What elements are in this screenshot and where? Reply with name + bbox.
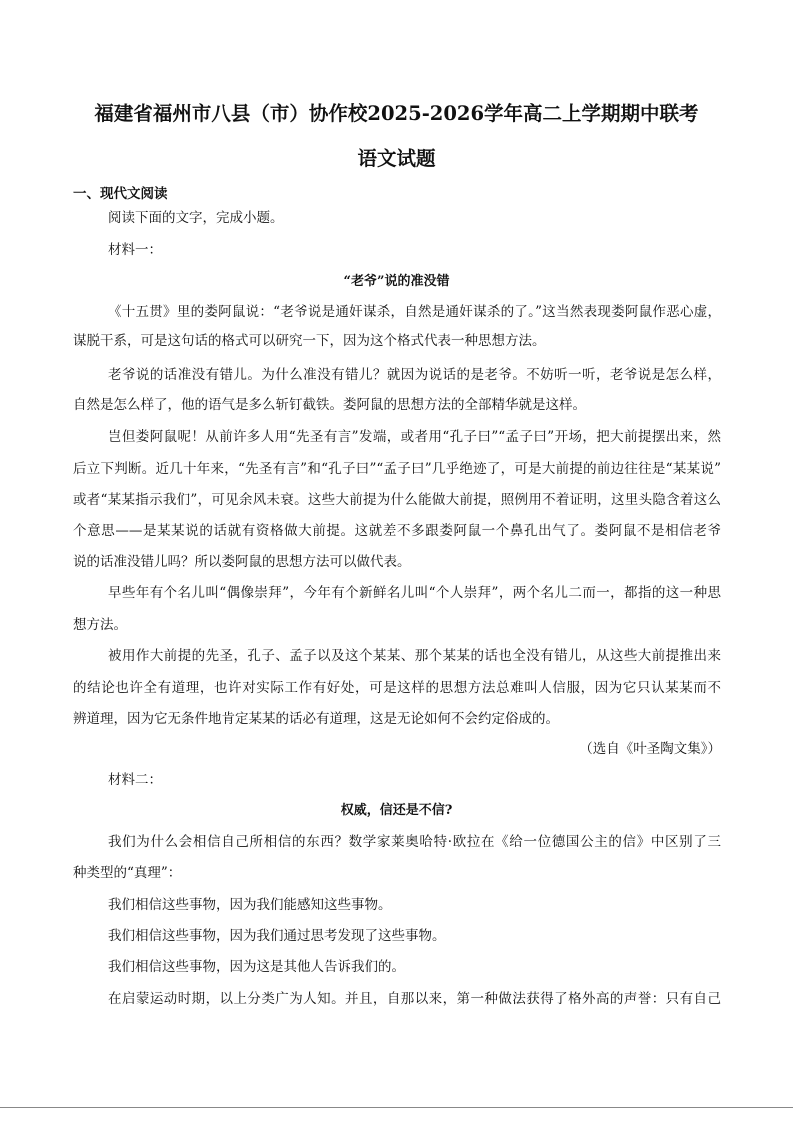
material2-label: 材料二： xyxy=(108,772,162,788)
page-subtitle: 语文试题 xyxy=(357,147,436,170)
paragraph-line: 我们相信这些事物，因为我们能感知这些事物。 xyxy=(108,897,392,913)
paragraph-line: 我们为什么会相信自己所相信的东西？数学家莱奥哈特·欧拉在《给一位德国公主的信》中区别了三 xyxy=(108,834,721,850)
paragraph-line: 早些年有个名儿叫“偶像崇拜”，今年有个新鲜名儿叫“个人崇拜”，两个名儿二而一，都指的这一种思 xyxy=(108,585,721,601)
material1-label: 材料一： xyxy=(108,242,162,258)
paragraph-line: 自然是怎么样了，他的语气是多么斩钉截铁。娄阿鼠的思想方法的全部精华就是这样。 xyxy=(73,397,586,413)
page-title: 福建省福州市八县（市）协作校2025-2026学年高二上学期期中联考 xyxy=(94,102,699,125)
source-citation: （选自《叶圣陶文集》） xyxy=(579,741,721,757)
material2-title: 权威，信还是不信? xyxy=(340,803,453,818)
paragraph-line: 被用作大前提的先圣，孔子、孟子以及这个某某、那个某某的话也全没有错儿，从这些大前提推出来 xyxy=(108,648,721,664)
paragraph-line: 辨道理，因为它无条件地肯定某某的话必有道理，这是无论如何不会约定俗成的。 xyxy=(73,711,559,727)
instruction-text: 阅读下面的文字，完成小题。 xyxy=(108,210,284,226)
paragraph-line: 《十五贯》里的娄阿鼠说：“老爷说是通奸谋杀，自然是通奸谋杀的了。”这当然表现娄阿鼠作恶心虚， xyxy=(108,304,721,320)
paragraph-line: 老爷说的话准没有错儿。为什么准没有错儿？就因为说话的是老爷。不妨听一听，老爷说是怎么样， xyxy=(108,367,721,383)
paragraph-line: 谋脱干系，可是这句话的格式可以研究一下，因为这个格式代表一种思想方法。 xyxy=(73,333,546,349)
paragraph-line: 岂但娄阿鼠呢！从前许多人用“先圣有言”发端，或者用“孔子曰”“孟子曰”开场，把大前提摆出来，然 xyxy=(108,429,721,445)
section-heading: 一、现代文阅读 xyxy=(73,186,168,202)
material1-title: “老爷”说的准没错 xyxy=(343,274,450,289)
paragraph-line: 在启蒙运动时期，以上分类广为人知。并且，自那以来，第一种做法获得了格外高的声誉：只有自己 xyxy=(108,991,721,1007)
paragraph-line: 种类型的“真理”： xyxy=(73,865,182,881)
paragraph-line: 个意思——是某某说的话就有资格做大前提。这就差不多跟娄阿鼠一个鼻孔出气了。娄阿鼠不是相信老爷 xyxy=(73,523,721,539)
paragraph-line: 或者“某某指示我们”，可见余风未衰。这些大前提为什么能做大前提，照例用不着证明，这里头隐含着这么 xyxy=(73,492,721,508)
paragraph-line: 的结论也许全有道理，也许对实际工作有好处，可是这样的思想方法总难叫人信服，因为它只认某某而不 xyxy=(73,680,721,696)
paragraph-line: 后立下判断。近几十年来，“先圣有言”和“孔子曰”“孟子曰”几乎绝迹了，可是大前提的前边往往是“某某说” xyxy=(73,461,721,477)
paragraph-line: 我们相信这些事物，因为这是其他人告诉我们的。 xyxy=(108,959,405,975)
page-bottom-divider xyxy=(0,1107,793,1108)
paragraph-line: 说的话准没错儿吗？所以娄阿鼠的思想方法可以做代表。 xyxy=(73,554,411,570)
paragraph-line: 我们相信这些事物，因为我们通过思考发现了这些事物。 xyxy=(108,928,446,944)
paragraph-line: 想方法。 xyxy=(73,617,127,633)
